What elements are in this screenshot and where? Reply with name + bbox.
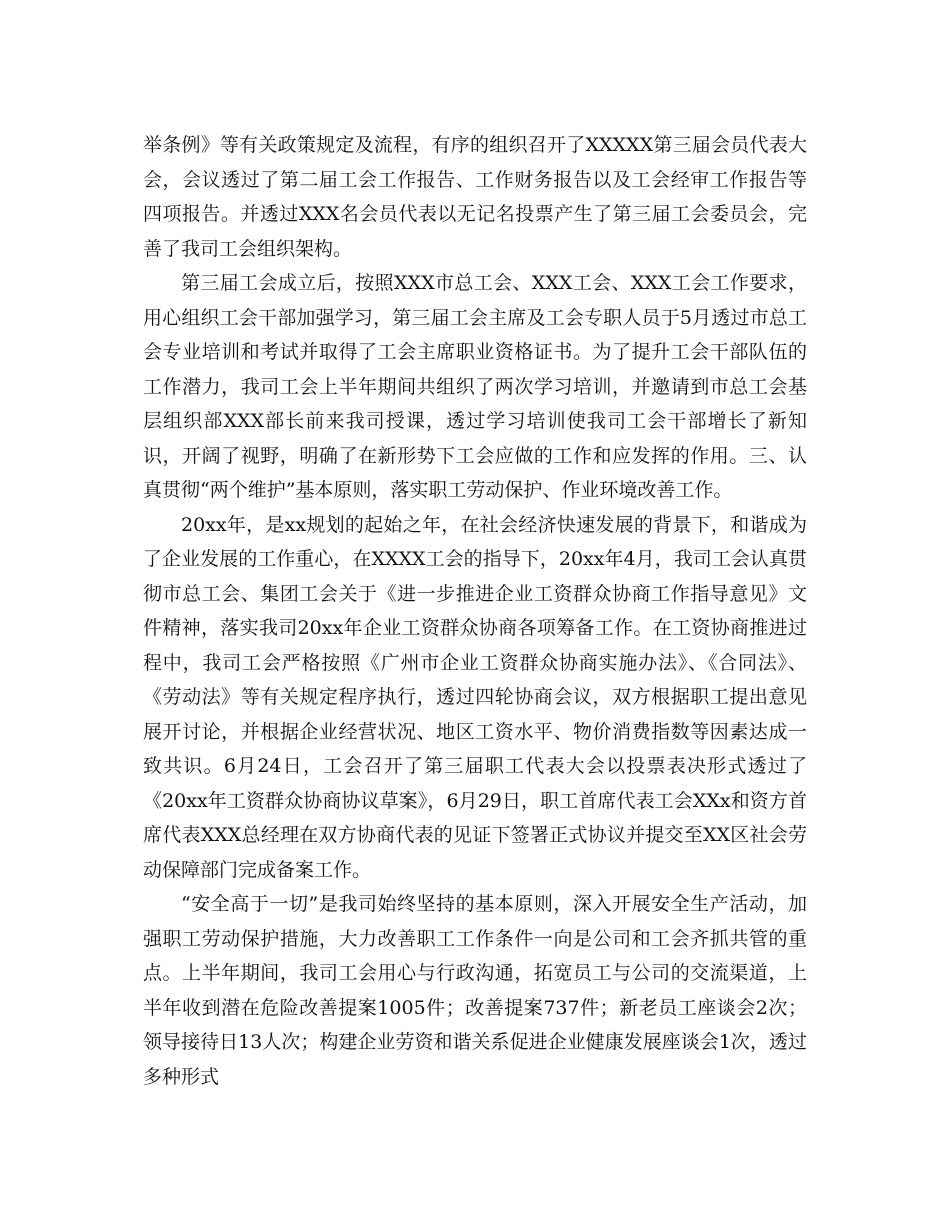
document-body xyxy=(143,128,807,1094)
paragraph-2: 第三届工会成立后，按照XXX市总工会、XXX工会、XXX工会工作要求，用心组织工会干部加强学习，第三届工会主席及工会专职人员于5月透过市总工会专业培训和考试并取得了工会主席职业资格证书。为了提升工会干部队伍的工作潜力，我司工会上半年期间共组织了两次学习培训，并邀请到市总工会基层组织部XXX部长前来我司授课，透过学习培训使我司工会干部增长了新知识，开阔了视野，明确了在新形势下工会应做的工作和应发挥的作用。三、认真贯彻“两个维护”基本原则，落实职工劳动保护、作业环境改善工作。 xyxy=(143,272,807,501)
paragraph-3: 20xx年，是xx规划的起始之年，在社会经济快速发展的背景下，和谐成为了企业发展的工作重心，在XXXX工会的指导下，20xx年4月，我司工会认真贯彻市总工会、集团工会关于《进一步推进企业工资群众协商工作指导意见》文件精神，落实我司20xx年企业工资群众协商各项筹备工作。在工资协商推进过程中，我司工会严格按照《广州市企业工资群众协商实施办法》、《合同法》、《劳动法》等有关规定程序执行，透过四轮协商会议，双方根据职工提出意见展开讨论，并根据企业经营状况、地区工资水平、物价消费指数等因素达成一致共识。6月24日，工会召开了第三届职工代表大会以投票表决形式透过了《20xx年工资群众协商协议草案》，6月29日，职工首席代表工会XXx和资方首席代表XXX总经理在双方协商代表的见证下签署正式协议并提交至XX区社会劳动保障部门完成备案工作。 xyxy=(143,513,807,881)
paragraph-1: 举条例》等有关政策规定及流程，有序的组织召开了XXXXX第三届会员代表大会，会议透过了第二届工会工作报告、工作财务报告以及工会经审工作报告等四项报告。并透过XXX名会员代表以无记名投票产生了第三届工会委员会，完善了我司工会组织架构。 xyxy=(143,134,807,260)
paragraph-4: “安全高于一切”是我司始终坚持的基本原则，深入开展安全生产活动，加强职工劳动保护措施，大力改善职工工作条件一向是公司和工会齐抓共管的重点。上半年期间，我司工会用心与行政沟通，拓宽员工与公司的交流渠道，上半年收到潜在危险改善提案1005件；改善提案737件；新老员工座谈会2次；领导接待日13人次；构建企业劳资和谐关系促进企业健康发展座谈会1次，透过多种形式 xyxy=(143,893,807,1088)
